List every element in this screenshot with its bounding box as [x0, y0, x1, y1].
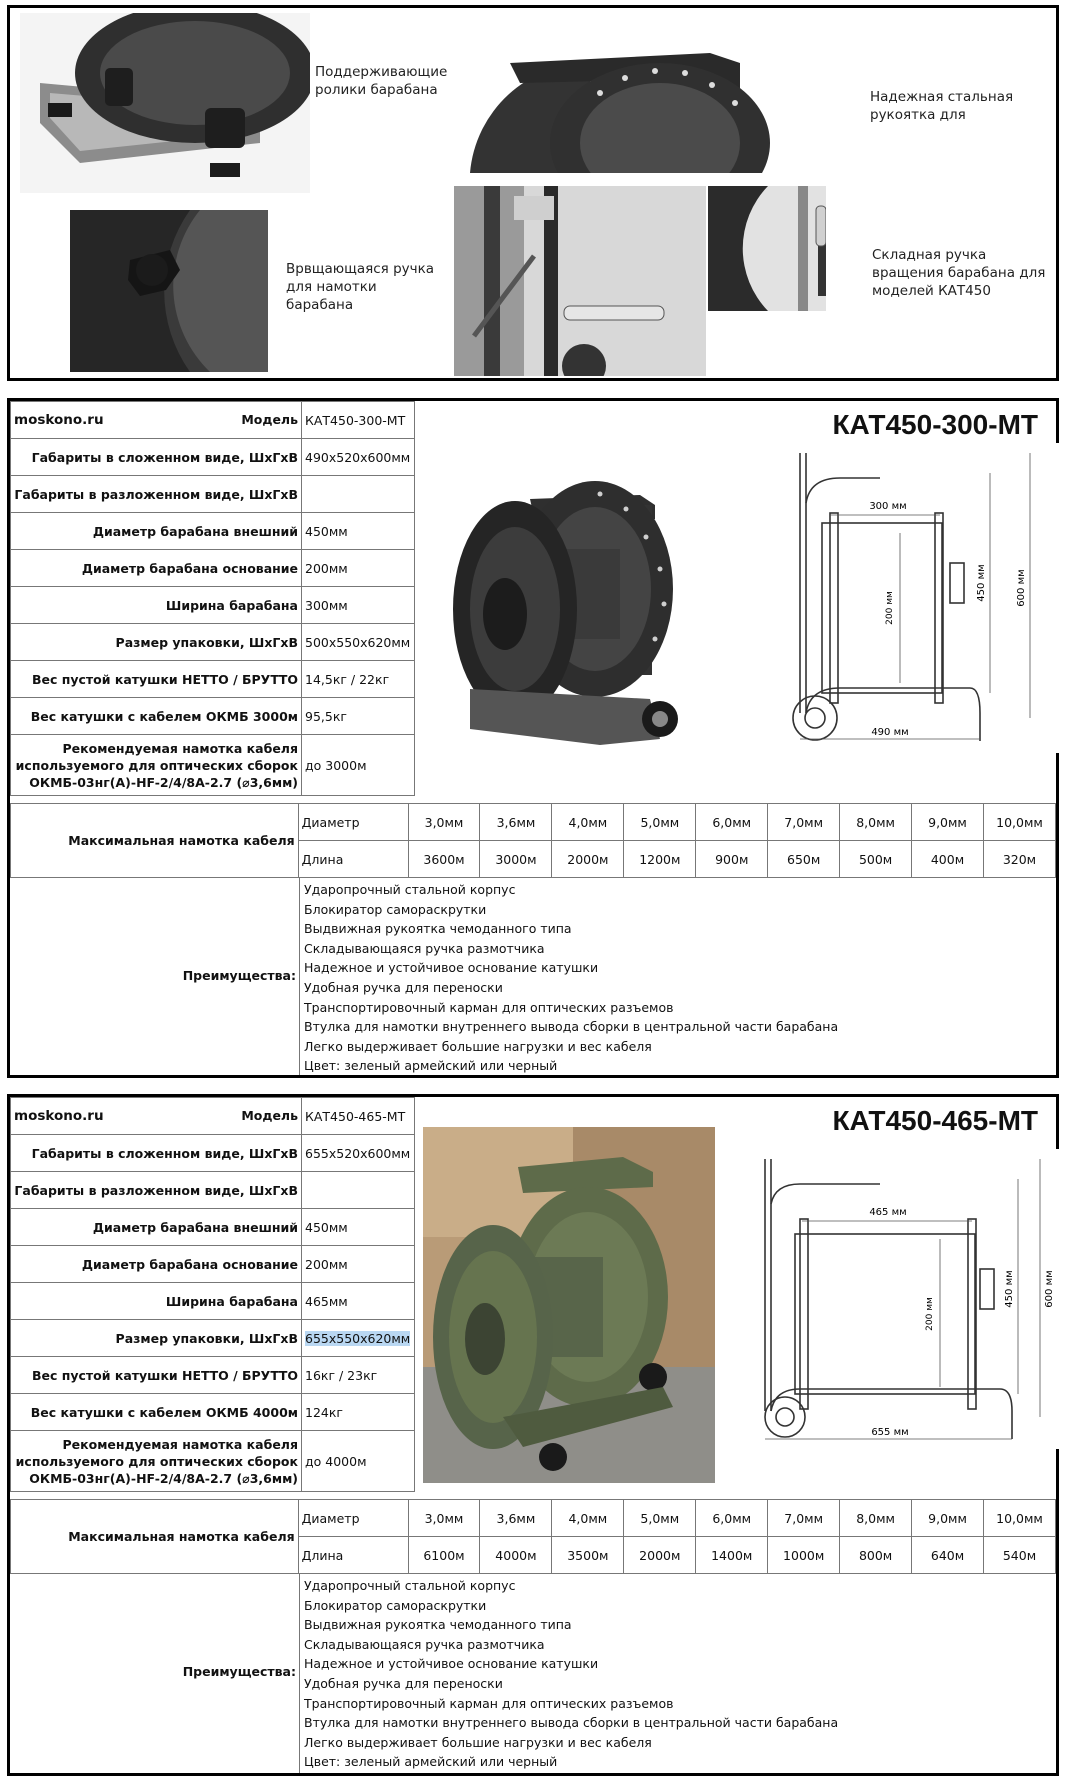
spec-table: [10, 401, 415, 796]
weight-cable-label: Вес катушки с кабелем ОКМБ 3000м: [11, 698, 302, 735]
weight-cable-value: 95,5кг: [302, 698, 415, 735]
dim-width: 465 мм: [869, 1207, 907, 1218]
folded-label: Габариты в сложенном виде, ШхГхВ: [11, 1135, 302, 1172]
length-cell: 4000м: [480, 1537, 552, 1574]
advantage-item: Выдвижная рукоятка чемоданного типа: [304, 921, 572, 937]
recommended-value: до 3000м: [302, 735, 415, 796]
unfolded-label: Габариты в разложенном виде, ШхГхВ: [11, 1172, 302, 1209]
diameter-cell: 5,0мм: [624, 804, 696, 841]
length-cell: 2000м: [624, 1537, 696, 1574]
product-photo: [423, 1127, 715, 1483]
diameter-cell: 4,0мм: [552, 804, 624, 841]
weight-cable-value: 124кг: [302, 1394, 415, 1431]
length-cell: 540м: [983, 1537, 1055, 1574]
unfolded-value: [302, 1172, 415, 1209]
diameter-cell: 3,6мм: [480, 804, 552, 841]
drum-width-label: Ширина барабана: [11, 1283, 302, 1320]
drum-outer-label: Диаметр барабана внешний: [11, 1209, 302, 1246]
drum-base-value: 200мм: [302, 550, 415, 587]
dim-width: 300 мм: [869, 501, 907, 512]
length-cell: 3000м: [480, 841, 552, 878]
advantage-item: Блокиратор самораскрутки: [304, 1597, 487, 1613]
recommended-value: до 4000м: [302, 1431, 415, 1492]
advantage-item: Удобная ручка для переноски: [304, 1675, 503, 1691]
photo-side-detail: [708, 186, 826, 311]
length-cell: 800м: [840, 1537, 912, 1574]
diameter-cell: 6,0мм: [696, 1500, 768, 1537]
length-cell: 3600м: [408, 841, 480, 878]
site-name: moskono.ru: [14, 1108, 104, 1124]
diameter-cell: 9,0мм: [912, 1500, 984, 1537]
diameter-cell: 5,0мм: [624, 1500, 696, 1537]
folded-label: Габариты в сложенном виде, ШхГхВ: [11, 439, 302, 476]
max-winding-label: Максимальная намотка кабеля: [11, 1500, 299, 1574]
caption-rotating-handle: Врвщающаяся ручка для намотки барабана: [286, 261, 435, 313]
pack-label: Размер упаковки, ШхГхВ: [11, 624, 302, 661]
drum-outer-value: 450мм: [302, 513, 415, 550]
advantage-item: Складывающаяся ручка размотчика: [304, 1636, 545, 1652]
recommended-label: Рекомендуемая намотка кабеля используемого для оптических сборок ОКМБ-03нг(А)-HF-2/4/8А-2.7 (⌀3,6мм): [11, 735, 302, 796]
product-photo: [450, 449, 690, 749]
advantage-item: Легко выдерживает большие нагрузки и вес кабеля: [304, 1734, 652, 1750]
diameter-cell: 3,6мм: [480, 1500, 552, 1537]
product-title: КАТ450-465-МТ: [832, 1105, 1038, 1136]
pack-value: 500x550x620мм: [302, 624, 415, 661]
caption-steel-handle: Надежная стальная рукоятка для: [870, 89, 1014, 123]
diameter-label: Диаметр: [298, 804, 408, 841]
winding-table: [10, 1499, 1056, 1574]
length-cell: 1000м: [768, 1537, 840, 1574]
spec-block-kat450-465: [7, 1094, 1059, 1776]
advantage-item: Транспортировочный карман для оптических разъемов: [304, 999, 674, 1015]
advantage-item: Цвет: зеленый армейский или черный: [304, 1058, 558, 1074]
caption-folding-handle: Складная ручка вращения барабана для моделей КАТ450: [872, 247, 1046, 299]
unfolded-value: [302, 476, 415, 513]
selected-text[interactable]: 655x550x620мм: [305, 1330, 411, 1346]
advantages-section: [10, 877, 1056, 1075]
drum-width-value: 465мм: [302, 1283, 415, 1320]
length-cell: 320м: [983, 841, 1055, 878]
weight-empty-value: 14,5кг / 22кг: [302, 661, 415, 698]
diameter-cell: 3,0мм: [408, 1500, 480, 1537]
dim-height: 600 мм: [1016, 569, 1027, 607]
dim-outer: 450 мм: [976, 564, 987, 602]
folded-value: 655x520x600мм: [302, 1135, 415, 1172]
dimension-drawing: [740, 443, 1060, 753]
dim-footprint: 490 мм: [871, 727, 909, 738]
length-cell: 500м: [840, 841, 912, 878]
advantage-item: Надежное и устойчивое основание катушки: [304, 1656, 599, 1672]
drum-base-label: Диаметр барабана основание: [11, 550, 302, 587]
diameter-cell: 8,0мм: [840, 1500, 912, 1537]
product-title: КАТ450-300-МТ: [832, 409, 1038, 440]
length-cell: 1400м: [696, 1537, 768, 1574]
advantage-item: Надежное и устойчивое основание катушки: [304, 960, 599, 976]
length-cell: 1200м: [624, 841, 696, 878]
drum-width-value: 300мм: [302, 587, 415, 624]
advantage-item: Выдвижная рукоятка чемоданного типа: [304, 1617, 572, 1633]
unfolded-label: Габариты в разложенном виде, ШхГхВ: [11, 476, 302, 513]
length-cell: 900м: [696, 841, 768, 878]
diameter-cell: 8,0мм: [840, 804, 912, 841]
model-value: КАТ450-465-МТ: [302, 1098, 415, 1135]
caption-rollers: Поддерживающие ролики барабана: [315, 64, 448, 98]
diameter-cell: 4,0мм: [552, 1500, 624, 1537]
weight-cable-label: Вес катушки с кабелем ОКМБ 4000м: [11, 1394, 302, 1431]
length-cell: 6100м: [408, 1537, 480, 1574]
diameter-cell: 7,0мм: [768, 804, 840, 841]
advantages-label: Преимущества:: [10, 1574, 300, 1773]
diameter-cell: 9,0мм: [912, 804, 984, 841]
length-cell: 400м: [912, 841, 984, 878]
length-cell: 640м: [912, 1537, 984, 1574]
photo-folding-handle: [454, 186, 706, 376]
photo-steel-handle: [450, 33, 770, 173]
diameter-cell: 10,0мм: [983, 1500, 1055, 1537]
weight-empty-value: 16кг / 23кг: [302, 1357, 415, 1394]
advantage-item: Складывающаяся ручка размотчика: [304, 940, 545, 956]
advantage-item: Легко выдерживает большие нагрузки и вес кабеля: [304, 1038, 652, 1054]
length-label: Длина: [298, 841, 408, 878]
recommended-label: Рекомендуемая намотка кабеля используемого для оптических сборок ОКМБ-03нг(А)-HF-2/4/8А-2.7 (⌀3,6мм): [11, 1431, 302, 1492]
drum-base-label: Диаметр барабана основание: [11, 1246, 302, 1283]
advantage-item: Ударопрочный стальной корпус: [304, 1578, 516, 1593]
max-winding-label: Максимальная намотка кабеля: [11, 804, 299, 878]
advantages-section: [10, 1573, 1056, 1773]
folded-value: 490x520x600мм: [302, 439, 415, 476]
spec-block-kat450-300: [7, 398, 1059, 1078]
weight-empty-label: Вес пустой катушки НЕТТО / БРУТТО: [11, 1357, 302, 1394]
pack-value: [302, 1320, 415, 1357]
diameter-cell: 7,0мм: [768, 1500, 840, 1537]
length-cell: 650м: [768, 841, 840, 878]
dimension-drawing: [740, 1149, 1060, 1449]
diameter-cell: 10,0мм: [983, 804, 1055, 841]
pack-label: Размер упаковки, ШхГхВ: [11, 1320, 302, 1357]
features-panel: [7, 5, 1059, 381]
diameter-cell: 6,0мм: [696, 804, 768, 841]
advantage-item: Транспортировочный карман для оптических разъемов: [304, 1695, 674, 1711]
dim-outer: 450 мм: [1004, 1270, 1015, 1308]
advantage-item: Втулка для намотки внутреннего вывода сборки в центральной части барабана: [304, 1715, 839, 1731]
model-row-label: moskono.ru Модель: [11, 402, 302, 439]
advantage-item: Втулка для намотки внутреннего вывода сборки в центральной части барабана: [304, 1019, 839, 1035]
diameter-label: Диаметр: [298, 1500, 408, 1537]
advantages-label: Преимущества:: [10, 878, 300, 1075]
dim-base: 200 мм: [885, 591, 895, 625]
site-name: moskono.ru: [14, 412, 104, 428]
weight-empty-label: Вес пустой катушки НЕТТО / БРУТТО: [11, 661, 302, 698]
dim-footprint: 655 мм: [871, 1427, 909, 1438]
advantage-item: Блокиратор самораскрутки: [304, 901, 487, 917]
length-cell: 2000м: [552, 841, 624, 878]
drum-base-value: 200мм: [302, 1246, 415, 1283]
drum-outer-label: Диаметр барабана внешний: [11, 513, 302, 550]
advantage-item: Удобная ручка для переноски: [304, 979, 503, 995]
advantage-item: Ударопрочный стальной корпус: [304, 882, 516, 897]
advantage-item: Цвет: зеленый армейский или черный: [304, 1754, 558, 1770]
dim-height: 600 мм: [1044, 1270, 1055, 1308]
photo-rotating-knob: [70, 210, 268, 372]
dim-base: 200 мм: [925, 1297, 935, 1331]
length-cell: 3500м: [552, 1537, 624, 1574]
spec-table: [10, 1097, 415, 1492]
drum-outer-value: 450мм: [302, 1209, 415, 1246]
photo-rollers: [20, 13, 310, 193]
drum-width-label: Ширина барабана: [11, 587, 302, 624]
advantages-list: [304, 1576, 838, 1772]
model-value: КАТ450-300-МТ: [302, 402, 415, 439]
advantages-list: [304, 880, 838, 1076]
diameter-cell: 3,0мм: [408, 804, 480, 841]
length-label: Длина: [298, 1537, 408, 1574]
model-row-label: moskono.ru Модель: [11, 1098, 302, 1135]
winding-table: [10, 803, 1056, 878]
